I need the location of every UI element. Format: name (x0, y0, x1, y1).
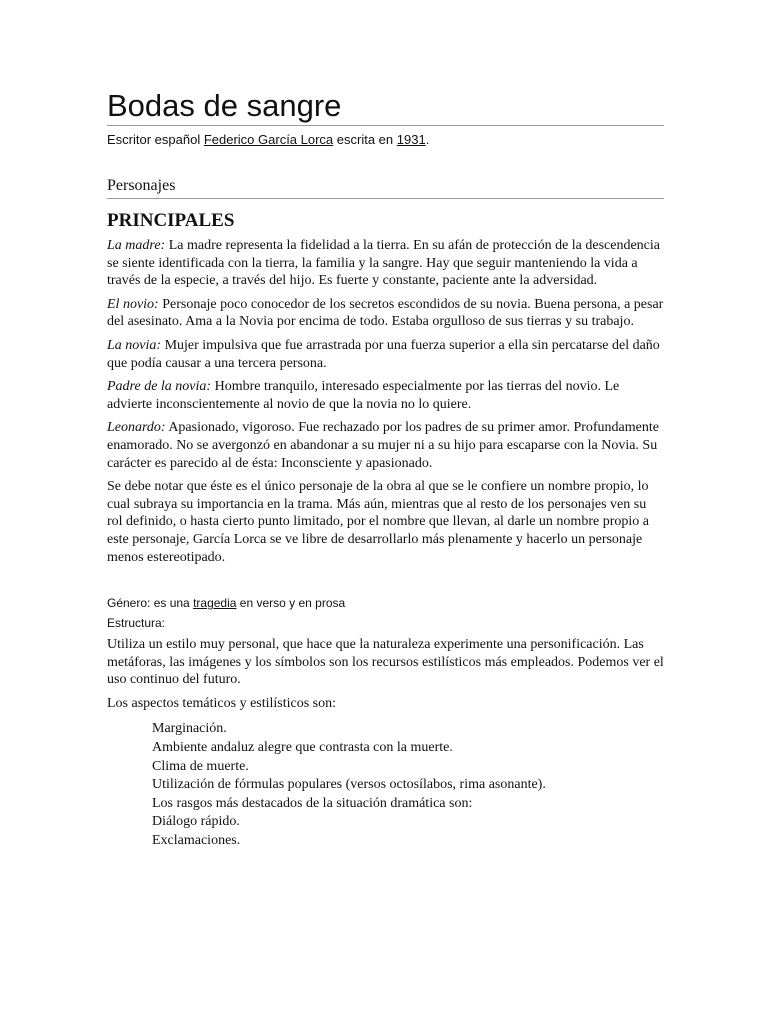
list-item: Ambiente andaluz alegre que contrasta con la muerte. (152, 740, 453, 756)
character-description: Personaje poco conocedor de los secretos escondidos de su novia. Buena persona, a pesar del asesinato. Ama a la Novia por encima de todo. Estaba orgulloso de sus tierras y su trabajo. (107, 296, 664, 330)
character-paragraph-madre (107, 237, 664, 290)
subtitle-suffix: . (425, 132, 430, 147)
year-link[interactable]: 1931 (396, 132, 426, 147)
subtitle-prefix: Escritor español (107, 132, 204, 147)
genre-suffix: en verso y en prosa (236, 596, 346, 611)
character-description: Hombre tranquilo, interesado especialmente por las tierras del novio. Le advierte inconscientemente al novio de que la novia no lo quiere. (107, 379, 620, 412)
character-name: La madre: (107, 238, 166, 253)
document-body (107, 88, 664, 851)
author-link[interactable]: Federico García Lorca (203, 132, 334, 147)
leonardo-note-paragraph: Se debe notar que éste es el único personaje de la obra al que se le confiere un nombre propio, lo cual subraya su importancia en la trama. Más aún, mientras que al resto de los personajes ven su rol definido, o hasta cierto punto limitado, por el nombre que llevan, al darle un nombre propio a este personaje, García Lorca se ve libre de desarrollarlo más plenamente y hacerlo un personaje menos estereotipado. (107, 479, 649, 565)
character-name: El novio: (107, 296, 159, 312)
character-paragraph-leonardo (107, 419, 664, 472)
character-paragraph-novia (107, 337, 664, 372)
aspects-intro: Los aspectos temáticos y estilísticos son: (107, 695, 337, 711)
tragedia-link[interactable]: tragedia (193, 596, 237, 611)
character-paragraph-novio (107, 296, 664, 331)
character-name: La novia: (107, 337, 162, 353)
list-item: Marginación. (152, 721, 227, 737)
character-description: Mujer impulsiva que fue arrastrada por una fuerza superior a ella sin percatarse del daño que podía causar a una tercera persona. (107, 337, 660, 371)
character-name: Leonardo: (107, 420, 166, 436)
list-item: Utilización de fórmulas populares (versos octosílabos, rima asonante). (152, 777, 546, 793)
character-name: Padre de la novia: (107, 379, 212, 395)
section-heading-personajes: Personajes (107, 176, 664, 199)
page-title: Bodas de sangre (107, 88, 664, 126)
structure-paragraph: Utiliza un estilo muy personal, que hace que la naturaleza experimente una personificación. Las metáforas, las imágenes y los símbolos son los recursos estilísticos más empleados. Podemos ver el uso continuo del futuro. (107, 637, 664, 688)
character-description: La madre representa la fidelidad a la tierra. En su afán de protección de la descendencia se siente identificada con la tierra, la familia y la sangre. Hay que seguir manteniendo la vida a través de la especie, a través del hijo. Es fuerte y constante, paciente ante la adversidad. (107, 238, 661, 289)
character-description: Apasionado, vigoroso. Fue rechazado por los padres de su primer amor. Profundamente enamorado. No se avergonzó en abandonar a su mujer ni a su hijo para escaparse con la Novia. Su carácter es parecido al de ésta: Inconsciente y apasionado. (107, 420, 659, 471)
structure-label: Estructura: (107, 616, 166, 631)
list-item: Clima de muerte. (152, 758, 249, 774)
list-item: Exclamaciones. (152, 833, 241, 849)
genre-line (107, 595, 664, 611)
subtitle (107, 131, 664, 148)
aspects-list (107, 720, 664, 850)
list-item: Los rasgos más destacados de la situación dramática son: (152, 795, 473, 811)
subtitle-middle: escrita en (333, 132, 397, 147)
character-paragraph-padre (107, 378, 664, 413)
genre-prefix: Género: es una (107, 596, 194, 611)
list-item: Diálogo rápido. (152, 814, 240, 830)
subheading-principales: PRINCIPALES (107, 210, 235, 231)
